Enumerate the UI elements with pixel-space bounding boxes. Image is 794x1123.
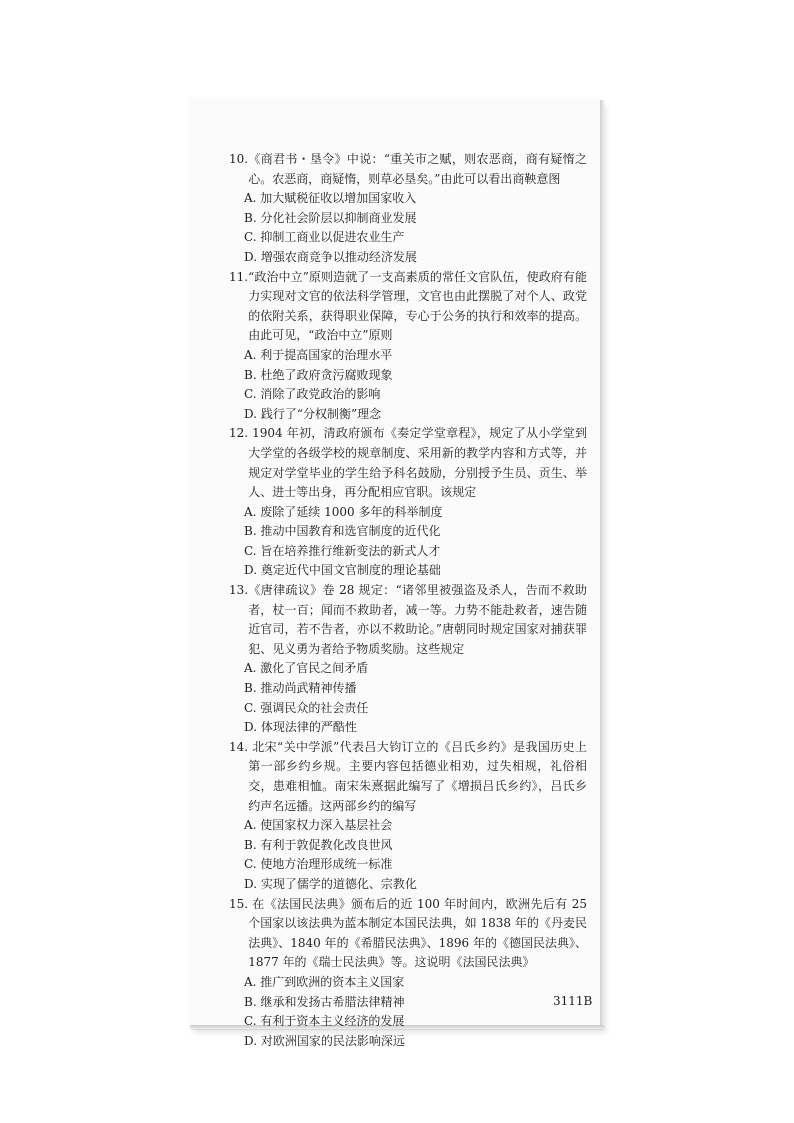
option-b: B. 推动尚武精神传播 [244,681,357,696]
option-a: A. 利于提高国家的治理水平 [244,347,393,362]
question-11 [229,268,587,425]
option-a: A. 推广到欧洲的资本主义国家 [244,974,405,989]
option-a: A. 加大赋税征收以增加国家收入 [244,191,417,206]
page-code: 3111B [553,994,593,1008]
sheet-edge-right [600,100,604,1028]
option-b: B. 分化社会阶层以抑制商业发展 [244,210,417,225]
question-14 [229,738,587,895]
option-a: A. 激化了官民之间矛盾 [244,661,369,676]
option-b: B. 继承和发扬古希腊法律精神 [244,994,405,1009]
option-b: B. 有利于敦促教化改良世风 [244,837,393,852]
option-d: D. 增强农商竞争以推动经济发展 [244,249,417,264]
option-c: C. 有利于资本主义经济的发展 [244,1014,405,1029]
question-stem: 14. 北宋“关中学派”代表吕大钧订立的《吕氏乡约》是我国历史上第一部乡约乡规。主要内容包括德业相劝，过失相规，礼俗相交，患难相恤。南宋朱熹据此编写了《增损吕氏乡约》，吕氏乡约声名远播。这两部乡约的编写 [229,739,587,813]
option-d: D. 体现法律的严酷性 [244,720,357,735]
question-15 [229,895,587,1052]
option-d: D. 实现了儒学的道德化、宗教化 [244,876,417,891]
question-stem: 13.《唐律疏议》卷 28 规定：“诸邻里被强盗及杀人，告而不救助者，杖一百；闻而不救助者，减一等。力势不能赴救者，速告随近官司，若不告者，亦以不救助论。”唐朝同时规定国家对捕获罪犯、见义勇为者给予物质奖励。这些规定 [229,583,587,656]
question-13 [229,581,587,738]
option-d: D. 践行了“分权制衡”理念 [244,406,382,421]
option-a: A. 废除了延续 1000 多年的科举制度 [244,504,443,519]
option-c: C. 使地方治理形成统一标准 [244,857,393,872]
option-d: D. 对欧洲国家的民法影响深远 [244,1033,405,1048]
option-c: C. 强调民众的社会责任 [244,700,369,715]
question-12 [229,424,587,581]
option-c: C. 消除了政党政治的影响 [244,387,381,402]
question-stem: 11.“政治中立”原则造就了一支高素质的常任文官队伍，使政府有能力实现对文官的依法科学管理，文官也由此摆脱了对个人、政党的依附关系，获得职业保障，专心于公务的执行和效率的提高。由此可见，“政治中立”原则 [229,269,587,343]
question-stem: 15. 在《法国民法典》颁布后的近 100 年时间内，欧洲先后有 25 个国家以该法典为蓝本制定本国民法典，如 1838 年的《丹麦民法典》、1840 年的《希腊民法典》、1896 年的《德国民法典》、1877 年的《瑞士民法典》等。这说明《法国民法典》 [229,896,587,970]
question-stem: 12. 1904 年初，清政府颁布《奏定学堂章程》，规定了从小学堂到大学堂的各级学校的规章制度、采用新的教学内容和方式等，并规定对学堂毕业的学生给予科名鼓励，分别授予生员、贡生、举人、进士等出身，再分配相应官职。该规定 [229,426,587,500]
option-b: B. 推动中国教育和选官制度的近代化 [244,524,441,539]
option-d: D. 奠定近代中国文官制度的理论基础 [244,563,441,578]
option-a: A. 使国家权力深入基层社会 [244,818,393,833]
option-c: C. 抑制工商业以促进农业生产 [244,230,405,245]
question-stem: 10.《商君书・垦令》中说：“重关市之赋，则农恶商，商有疑惰之心。农恶商，商疑惰，则草必垦矣。”由此可以看出商鞅意图 [229,152,587,186]
option-b: B. 杜绝了政府贪污腐败现象 [244,367,393,382]
option-c: C. 旨在培养推行维新变法的新式人才 [244,543,441,558]
question-list [229,150,587,1051]
question-10 [229,150,587,268]
